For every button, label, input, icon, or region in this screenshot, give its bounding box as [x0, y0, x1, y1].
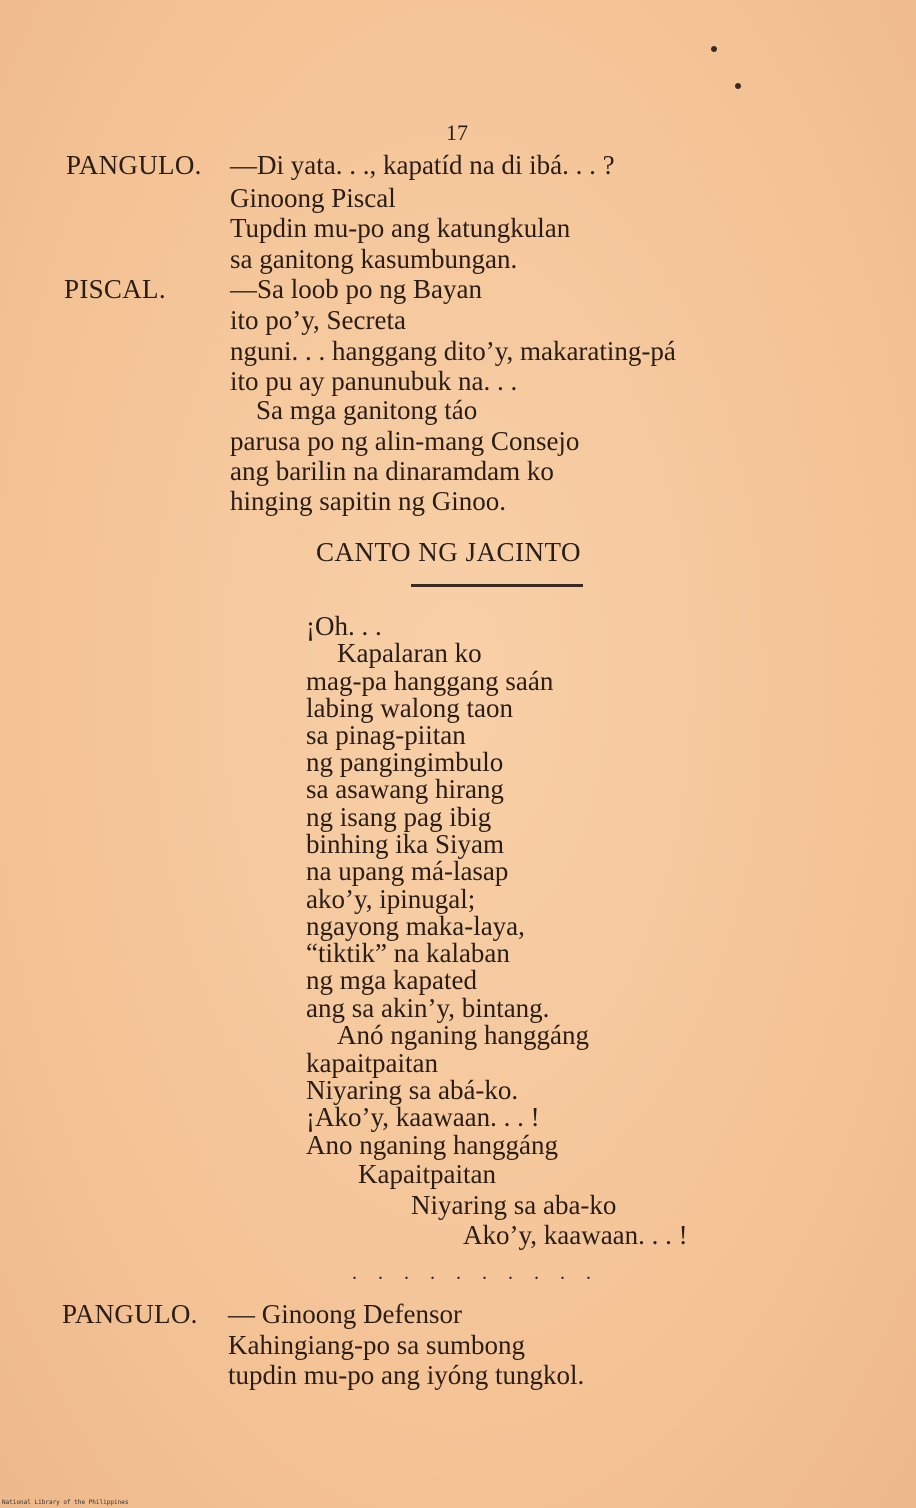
- verse-line: —Di yata. . ., kapatíd na di ibá. . . ?: [230, 150, 615, 180]
- song-line: “tiktik” na kalaban: [306, 938, 510, 968]
- verse-line: tupdin mu-po ang iyóng tungkol.: [228, 1360, 585, 1390]
- song-line: ngayong maka-laya,: [306, 911, 525, 941]
- verse-line: sa ganitong kasumbungan.: [230, 244, 518, 274]
- song-line: binhing ika Siyam: [306, 829, 504, 859]
- song-line: mag-pa hanggang saán: [306, 666, 554, 696]
- verse-line: nguni. . . hanggang dito’y, makarating-pá: [230, 336, 676, 366]
- section-separator: . . . . . . . . . .: [352, 1262, 599, 1284]
- song-line: ng isang pag ibig: [306, 802, 492, 832]
- song-line: Kapalaran ko: [337, 638, 482, 668]
- verse-line: parusa po ng alin-mang Consejo: [230, 426, 580, 456]
- verse-line: hinging sapitin ng Ginoo.: [230, 486, 506, 516]
- page-number: 17: [446, 120, 468, 145]
- song-line: sa pinag-piitan: [306, 720, 466, 750]
- verse-line: — Ginoong Defensor: [228, 1299, 462, 1329]
- song-line: ng mga kapated: [306, 965, 477, 995]
- verse-line: Kahingiang-po sa sumbong: [228, 1330, 525, 1360]
- footer-credit: National Library of the Philippines: [2, 1499, 129, 1506]
- song-line: ¡Oh. . .: [306, 611, 382, 641]
- ink-speck: [711, 46, 717, 52]
- ink-speck: [735, 83, 741, 89]
- song-line: ng pangingimbulo: [306, 747, 504, 777]
- song-line: ¡Ako’y, kaawaan. . . !: [306, 1102, 540, 1132]
- verse-line: Ginoong Piscal: [230, 183, 396, 213]
- song-line: na upang má-lasap: [306, 856, 509, 886]
- verse-line: Tupdin mu-po ang katungkulan: [230, 213, 571, 243]
- verse-line: ito po’y, Secreta: [230, 305, 406, 335]
- song-line: ako’y, ipinugal;: [306, 884, 476, 914]
- verse-line: ito pu ay panunubuk na. . .: [230, 366, 518, 396]
- song-line: Niyaring sa aba-ko: [411, 1190, 617, 1220]
- verse-line: ang barilin na dinaramdam ko: [230, 456, 554, 486]
- song-line: Kapaitpaitan: [358, 1159, 496, 1189]
- song-line: Ano nganing hanggáng: [306, 1130, 558, 1160]
- speaker-pangulo: PANGULO.: [66, 150, 202, 180]
- song-line: sa asawang hirang: [306, 774, 504, 804]
- song-line: kapaitpaitan: [306, 1048, 438, 1078]
- song-heading: CANTO NG JACINTO: [316, 537, 582, 567]
- song-line: Anó nganing hanggáng: [337, 1020, 589, 1050]
- song-line: Niyaring sa abá-ko.: [306, 1075, 519, 1105]
- song-line: labing walong taon: [306, 693, 513, 723]
- song-line: ang sa akin’y, bintang.: [306, 993, 550, 1023]
- verse-line: Sa mga ganitong táo: [256, 395, 478, 425]
- verse-line: —Sa loob po ng Bayan: [230, 274, 482, 304]
- speaker-piscal: PISCAL.: [64, 274, 166, 304]
- heading-rule: [411, 584, 583, 587]
- speaker-pangulo: PANGULO.: [62, 1299, 198, 1329]
- song-line: Ako’y, kaawaan. . . !: [463, 1220, 688, 1250]
